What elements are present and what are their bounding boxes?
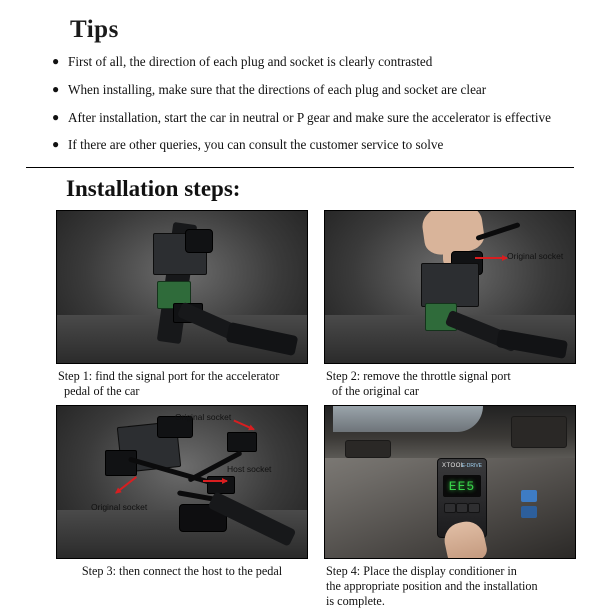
door-button[interactable]: [521, 490, 537, 502]
step-3-photo: [56, 405, 308, 559]
bullet-icon: ●: [52, 81, 60, 96]
device-button-mid[interactable]: [456, 503, 468, 513]
bullet-icon: ●: [52, 137, 60, 152]
air-vent: [345, 440, 391, 458]
device-sub-brand-label: E-DRIVE: [461, 463, 482, 469]
device-screen: [443, 475, 481, 497]
tips-item-text: After installation, start the car in neutral or P gear and make sure the accelerator is effective: [68, 109, 551, 125]
tips-item-text: First of all, the direction of each plug and socket is clearly contrasted: [68, 54, 433, 69]
tips-item-text: If there are other queries, you can consult the customer service to solve: [68, 137, 444, 153]
step-3-cell: [56, 405, 306, 609]
step-2-caption: [326, 369, 574, 399]
step-3-caption-line1: Step 3: then connect the host to the pedal: [81, 564, 283, 578]
pedal-bracket: [421, 263, 479, 307]
tips-item-text: When installing, make sure that the directions of each plug and socket are clear: [68, 81, 487, 97]
step-2-caption-line2: of the original car: [332, 384, 419, 399]
bullet-icon: ●: [52, 109, 60, 124]
installation-steps-grid: [56, 210, 578, 608]
step-1-cell: [56, 210, 306, 399]
step-2-cell: [324, 210, 574, 399]
original-socket-left: [105, 450, 137, 476]
tips-item: [52, 48, 578, 76]
label-original-socket-left: Original socket: [91, 502, 148, 512]
original-socket-top: [227, 432, 257, 452]
step-1-caption: [58, 369, 306, 399]
step-3-caption: [58, 564, 306, 579]
callout-arrow-original-socket: [475, 257, 507, 259]
step-4-caption-line3: is complete.: [326, 593, 385, 608]
step-4-cell: [324, 405, 574, 609]
throttle-connector: [185, 229, 213, 253]
step-4-caption-line2: the appropriate position and the installation: [326, 578, 538, 593]
bullet-icon: ●: [52, 54, 60, 68]
air-vent: [511, 416, 567, 448]
step-1-caption-line1: Step 1: find the signal port for the accelerator: [58, 369, 280, 384]
tips-title: Tips: [70, 16, 119, 43]
device-button-left[interactable]: [444, 503, 456, 513]
tips-list: [22, 48, 578, 159]
door-button[interactable]: [521, 506, 537, 518]
step-4-photo: [324, 405, 576, 559]
callout-arrow-host-socket: [203, 480, 227, 482]
step-4-caption: [326, 564, 574, 609]
step-1-caption-line2: pedal of the car: [64, 384, 140, 399]
device-brand-label: XTOOL: [442, 463, 465, 469]
tips-item: [52, 76, 578, 104]
step-4-caption-line1: Step 4: Place the display conditioner in: [326, 564, 517, 578]
device-display-value: EE5: [448, 478, 476, 494]
label-original-socket-top: Original socket: [175, 412, 232, 422]
device-button-right[interactable]: [468, 503, 480, 513]
step-1-photo: [56, 210, 308, 364]
tips-item: [52, 131, 578, 159]
label-host-socket: Host socket: [227, 464, 272, 474]
step-2-photo: [324, 210, 576, 364]
device-button-row[interactable]: [444, 503, 480, 513]
section-divider: [26, 167, 574, 168]
label-original-socket: Original socket: [507, 251, 564, 262]
host-socket: [207, 476, 235, 494]
windshield: [333, 406, 483, 432]
step-2-caption-line1: Step 2: remove the throttle signal port: [326, 369, 511, 384]
tips-item: [52, 104, 578, 132]
installation-title: Installation steps:: [66, 176, 241, 202]
